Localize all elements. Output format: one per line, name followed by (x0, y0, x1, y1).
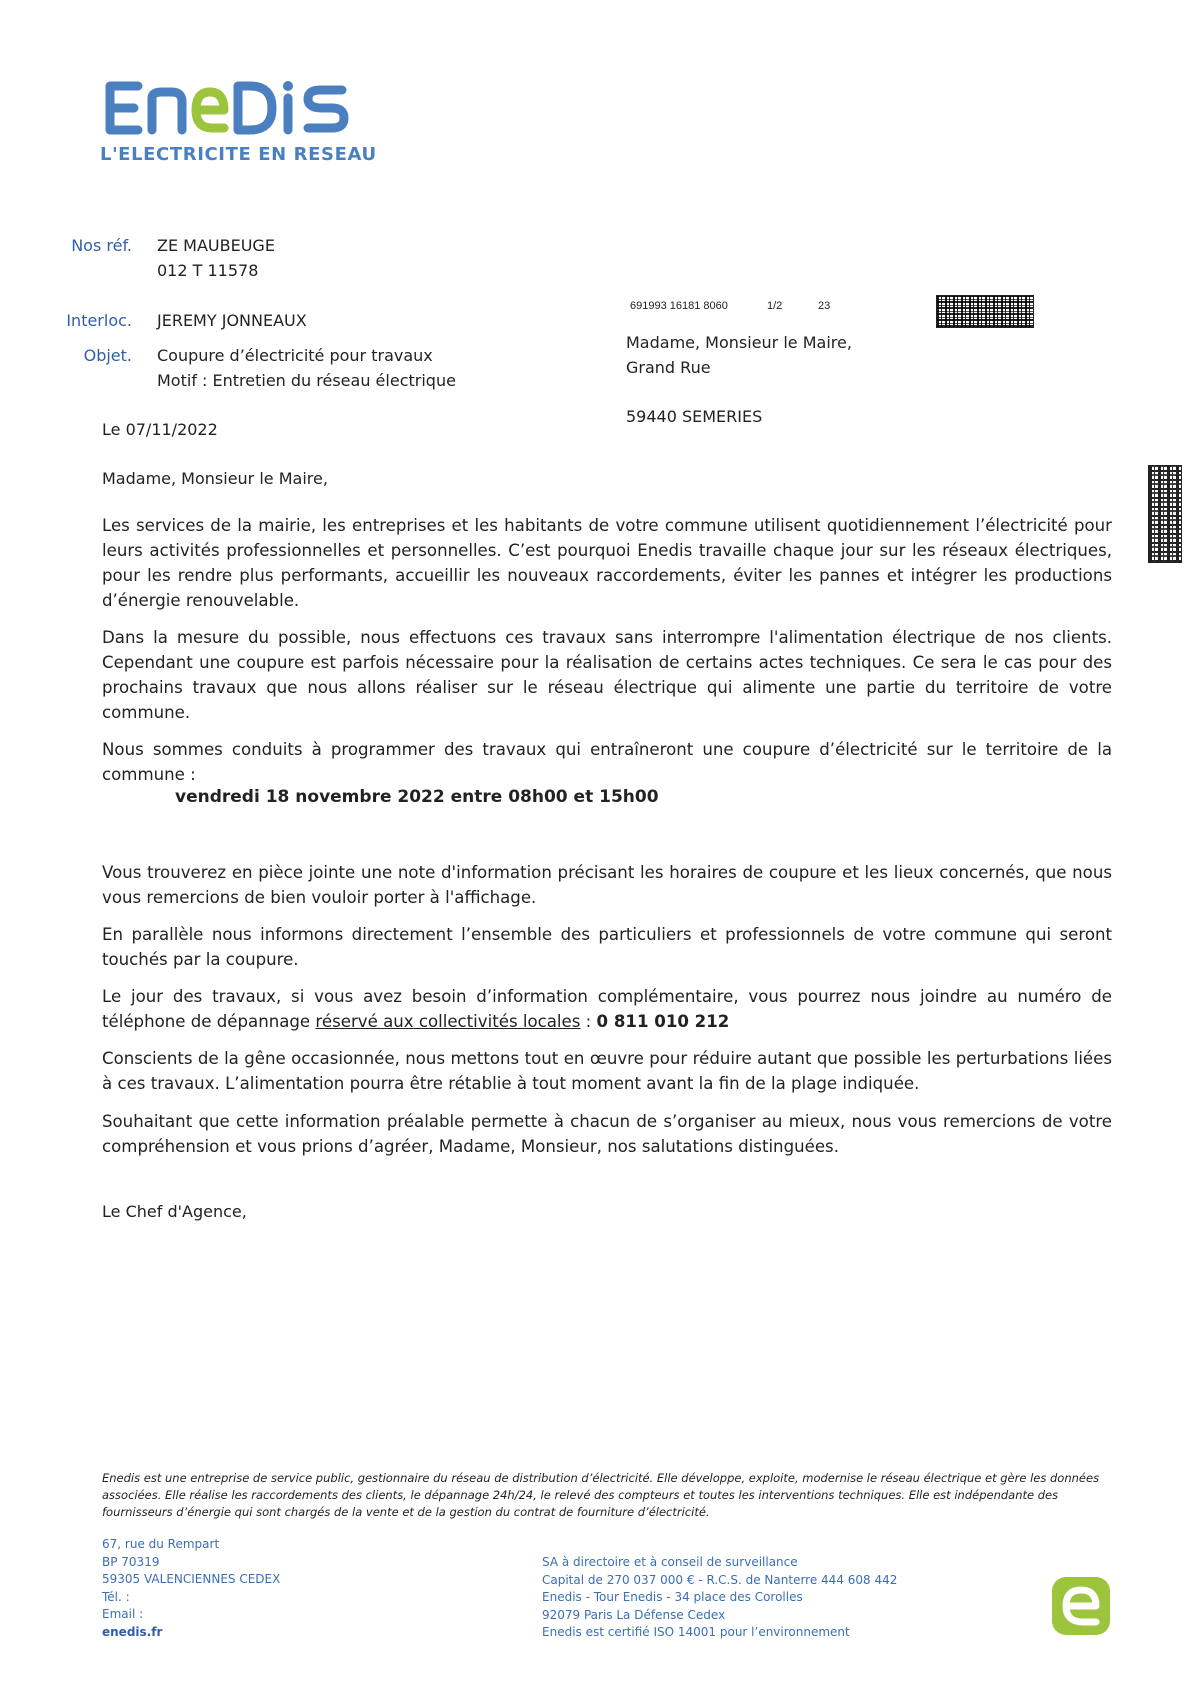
paragraph-2: Dans la mesure du possible, nous effectuons ces travaux sans interrompre l'alimentation électrique de nos clients. Cependant une coupure est parfois nécessaire pour la réalisation de certains actes techniques. Ce sera le cas pour des prochains travaux que nous allons réaliser sur le réseau électrique qui alimente une partie du territoire de votre commune. (102, 628, 1112, 722)
page-count: 1/2 (767, 300, 783, 312)
outage-date: vendredi 18 novembre 2022 entre 08h00 et 15h00 (175, 787, 659, 807)
website-link[interactable]: enedis.fr (102, 1624, 163, 1639)
phone-number: 0 811 010 212 (596, 1012, 730, 1031)
address-line2: BP 70319 (102, 1554, 160, 1569)
email-label: Email : (102, 1607, 144, 1621)
paragraph-8: Souhaitant que cette information préalable permette à chacun de s’organiser au mieux, nous vous remercions de votre compréhension et vous prions d’agréer, Madame, Monsieur, nos salutations distinguées. (102, 1112, 1112, 1156)
company-line4: 92079 Paris La Défense Cedex (542, 1607, 726, 1622)
postal-barcode (936, 295, 1034, 328)
legal-notice: Enedis est une entreprise de service public, gestionnaire du réseau de distribution d’électricité. Elle développe, exploite, modernise le réseau électrique et gère les données associées. Elle réalise les raccordements des clients, le dépannage 24h/24, le relevé des compteurs et toutes les interventions techniques. Elle est indépendante des fournisseurs d’énergie qui sont chargés de la vente et de la gestion du contrat de fourniture d’électricité. (102, 1471, 1100, 1519)
signature: Le Chef d'Agence, (102, 1202, 247, 1221)
paragraph-6-sep: : (580, 1012, 597, 1031)
interloc-value: JEREMY JONNEAUX (157, 311, 307, 330)
footer-company (542, 1554, 897, 1642)
company-line5: Enedis est certifié ISO 14001 pour l’environnement (542, 1625, 850, 1639)
paragraph-3: Nous sommes conduits à programmer des travaux qui entraîneront une coupure d’électricité sur le territoire de la commune : (102, 740, 1112, 784)
paragraph-7: Conscients de la gêne occasionnée, nous mettons tout en œuvre pour réduire autant que possible les perturbations liées à ces travaux. L’alimentation pourra être rétablie à tout moment avant la fin de la plage indiquée. (102, 1049, 1112, 1093)
nos-ref-line2: 012 T 11578 (157, 261, 259, 280)
paragraph-5: En parallèle nous informons directement l’ensemble des particuliers et professionnels de votre commune qui seront touchés par la coupure. (102, 925, 1112, 969)
company-line3: Enedis - Tour Enedis - 34 place des Corolles (542, 1590, 803, 1604)
recipient-line1: Madame, Monsieur le Maire, (626, 333, 852, 352)
batch-number: 23 (818, 300, 831, 312)
paragraph-4: Vous trouverez en pièce jointe une note d'information précisant les horaires de coupure et les lieux concernés, que nous vous remercions de bien vouloir porter à l'affichage. (102, 863, 1112, 907)
objet-line2: Motif : Entretien du réseau électrique (157, 371, 456, 390)
footer-address (102, 1536, 280, 1641)
recipient-line3: 59440 SEMERIES (626, 407, 763, 426)
mail-code: 691993 16181 8060 (630, 300, 728, 312)
tel-label: Tél. : (102, 1589, 130, 1604)
objet-label: Objet. (83, 346, 132, 365)
nos-ref-label: Nos réf. (71, 236, 132, 255)
salutation: Madame, Monsieur le Maire, (102, 469, 328, 488)
nos-ref-line1: ZE MAUBEUGE (157, 236, 275, 255)
enedis-e-icon (1050, 1575, 1112, 1637)
company-line2: Capital de 270 037 000 € - R.C.S. de Nanterre 444 608 442 (542, 1572, 898, 1587)
address-line1: 67, rue du Rempart (102, 1537, 220, 1551)
recipient-line2: Grand Rue (626, 358, 711, 377)
paragraph-1: Les services de la mairie, les entreprises et les habitants de votre commune utilisent quotidiennement l’électricité pour leurs activités professionnelles et personnelles. C’est pourquoi Enedis travaille chaque jour sur les réseaux électriques, pour les rendre plus performants, accueillir les nouveaux raccordements, éviter les pannes et intégrer les productions d’énergie renouvelable. (102, 516, 1112, 610)
paragraph-6 (102, 984, 1112, 1034)
brand-tagline: L'ELECTRICITE EN RESEAU (100, 144, 377, 165)
collectivites-notice: réservé aux collectivités locales (315, 1012, 581, 1031)
address-line3: 59305 VALENCIENNES CEDEX (102, 1572, 281, 1586)
interloc-label: Interloc. (66, 311, 132, 330)
company-line1: SA à directoire et à conseil de surveillance (542, 1555, 798, 1569)
side-datamatrix (1148, 465, 1182, 563)
letter-date: Le 07/11/2022 (102, 420, 218, 439)
objet-line1: Coupure d’électricité pour travaux (157, 346, 433, 365)
paragraph-6-text: Le jour des travaux, si vous avez besoin d’information complémentaire, vous pourrez nous joindre au numéro de téléphone de dépannage (102, 987, 1112, 1031)
